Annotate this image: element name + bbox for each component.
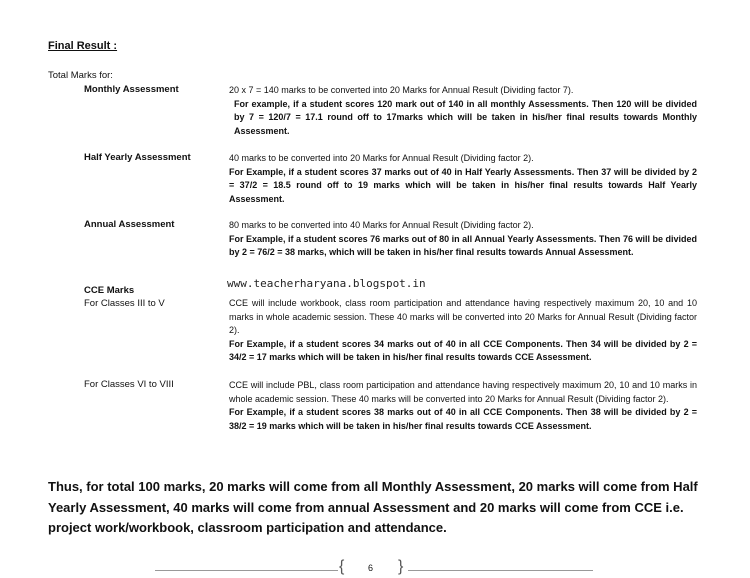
annual-assessment-desc: 80 marks to be converted into 40 Marks for Annual Result (Dividing factor 2). — [229, 220, 534, 230]
annual-assessment-label: Annual Assessment — [84, 219, 175, 230]
monthly-assessment-body — [229, 84, 697, 138]
summary-paragraph: Thus, for total 100 marks, 20 marks will come from all Monthly Assessment, 20 marks will come from Half Yearly Assessment, 40 marks will come from annual Assessment and 20 marks will come from CCE i.e. project work/workbook, classroom participation and attendance. — [48, 479, 698, 535]
footer-brace-right: } — [398, 558, 404, 575]
cce-classes-3-5-label: For Classes III to V — [84, 298, 165, 309]
monthly-assessment-example: For example, if a student scores 120 mark out of 140 in all monthly Assessments. Then 120 will be divided by 7 = 120/7 = 17.1 round off to 17marks which will be taken in his/her final results towards Monthly Assessment. — [234, 98, 697, 136]
footer-divider-right — [408, 570, 593, 571]
cce-classes-6-8-desc: CCE will include PBL, class room participation and attendance having respectively maximum 20, 10 and 10 marks in whole academic session. These 40 marks will be converted into 20 Marks for Annual Result (Dividing factor 2). — [229, 380, 697, 404]
half-yearly-assessment-example: For Example, if a student scores 37 marks out of 40 in Half Yearly Assessments. Then 37 will be divided by 2 = 37/2 = 18.5 round off to 19 marks which will be taken in his/her final results towards Half Yearly Assessment. — [229, 166, 697, 204]
cce-classes-3-5-body — [229, 297, 697, 365]
footer-brace-left: { — [339, 558, 345, 575]
half-yearly-assessment-desc: 40 marks to be converted into 20 Marks for Annual Result (Dividing factor 2). — [229, 153, 534, 163]
annual-assessment-body — [229, 219, 697, 260]
footer-divider-left — [155, 570, 338, 571]
half-yearly-assessment-body — [229, 152, 697, 206]
page-number: 6 — [368, 563, 374, 573]
cce-classes-6-8-example: For Example, if a student scores 38 marks out of 40 in all CCE Components. Then 38 will be divided by 2 = 38/2 = 19 marks which will be taken in his/her final results towards CCE Assessment. — [229, 407, 697, 431]
annual-assessment-example: For Example, if a student scores 76 marks out of 80 in all Annual Yearly Assessments. Then 76 will be divided by 2 = 76/2 = 38 marks, which will be taken in his/her final results towards Annual Assessment. — [229, 233, 697, 257]
monthly-assessment-label: Monthly Assessment — [84, 84, 179, 95]
cce-classes-3-5-example: For Example, if a student scores 34 marks out of 40 in all CCE Components. Then 34 will be divided by 2 = 34/2 = 17 marks which will be taken in his/her final results towards CCE Assessment. — [229, 338, 697, 362]
half-yearly-assessment-label: Half Yearly Assessment — [84, 152, 191, 163]
website-url: www.teacherharyana.blogspot.in — [227, 277, 426, 290]
cce-marks-label: CCE Marks — [84, 285, 135, 296]
page-title: Final Result : — [48, 40, 118, 52]
total-marks-label: Total Marks for: — [48, 70, 113, 81]
cce-classes-3-5-desc: CCE will include workbook, class room participation and attendance having respectively maximum 20, 10 and 10 marks in whole academic session. These 40 marks will be converted into 20 Marks for Annual Result (Dividing factor 2). — [229, 298, 697, 335]
monthly-assessment-desc: 20 x 7 = 140 marks to be converted into 20 Marks for Annual Result (Dividing factor 7). — [229, 85, 574, 95]
cce-classes-6-8-body — [229, 379, 697, 433]
cce-classes-6-8-label: For Classes VI to VIII — [84, 379, 174, 390]
